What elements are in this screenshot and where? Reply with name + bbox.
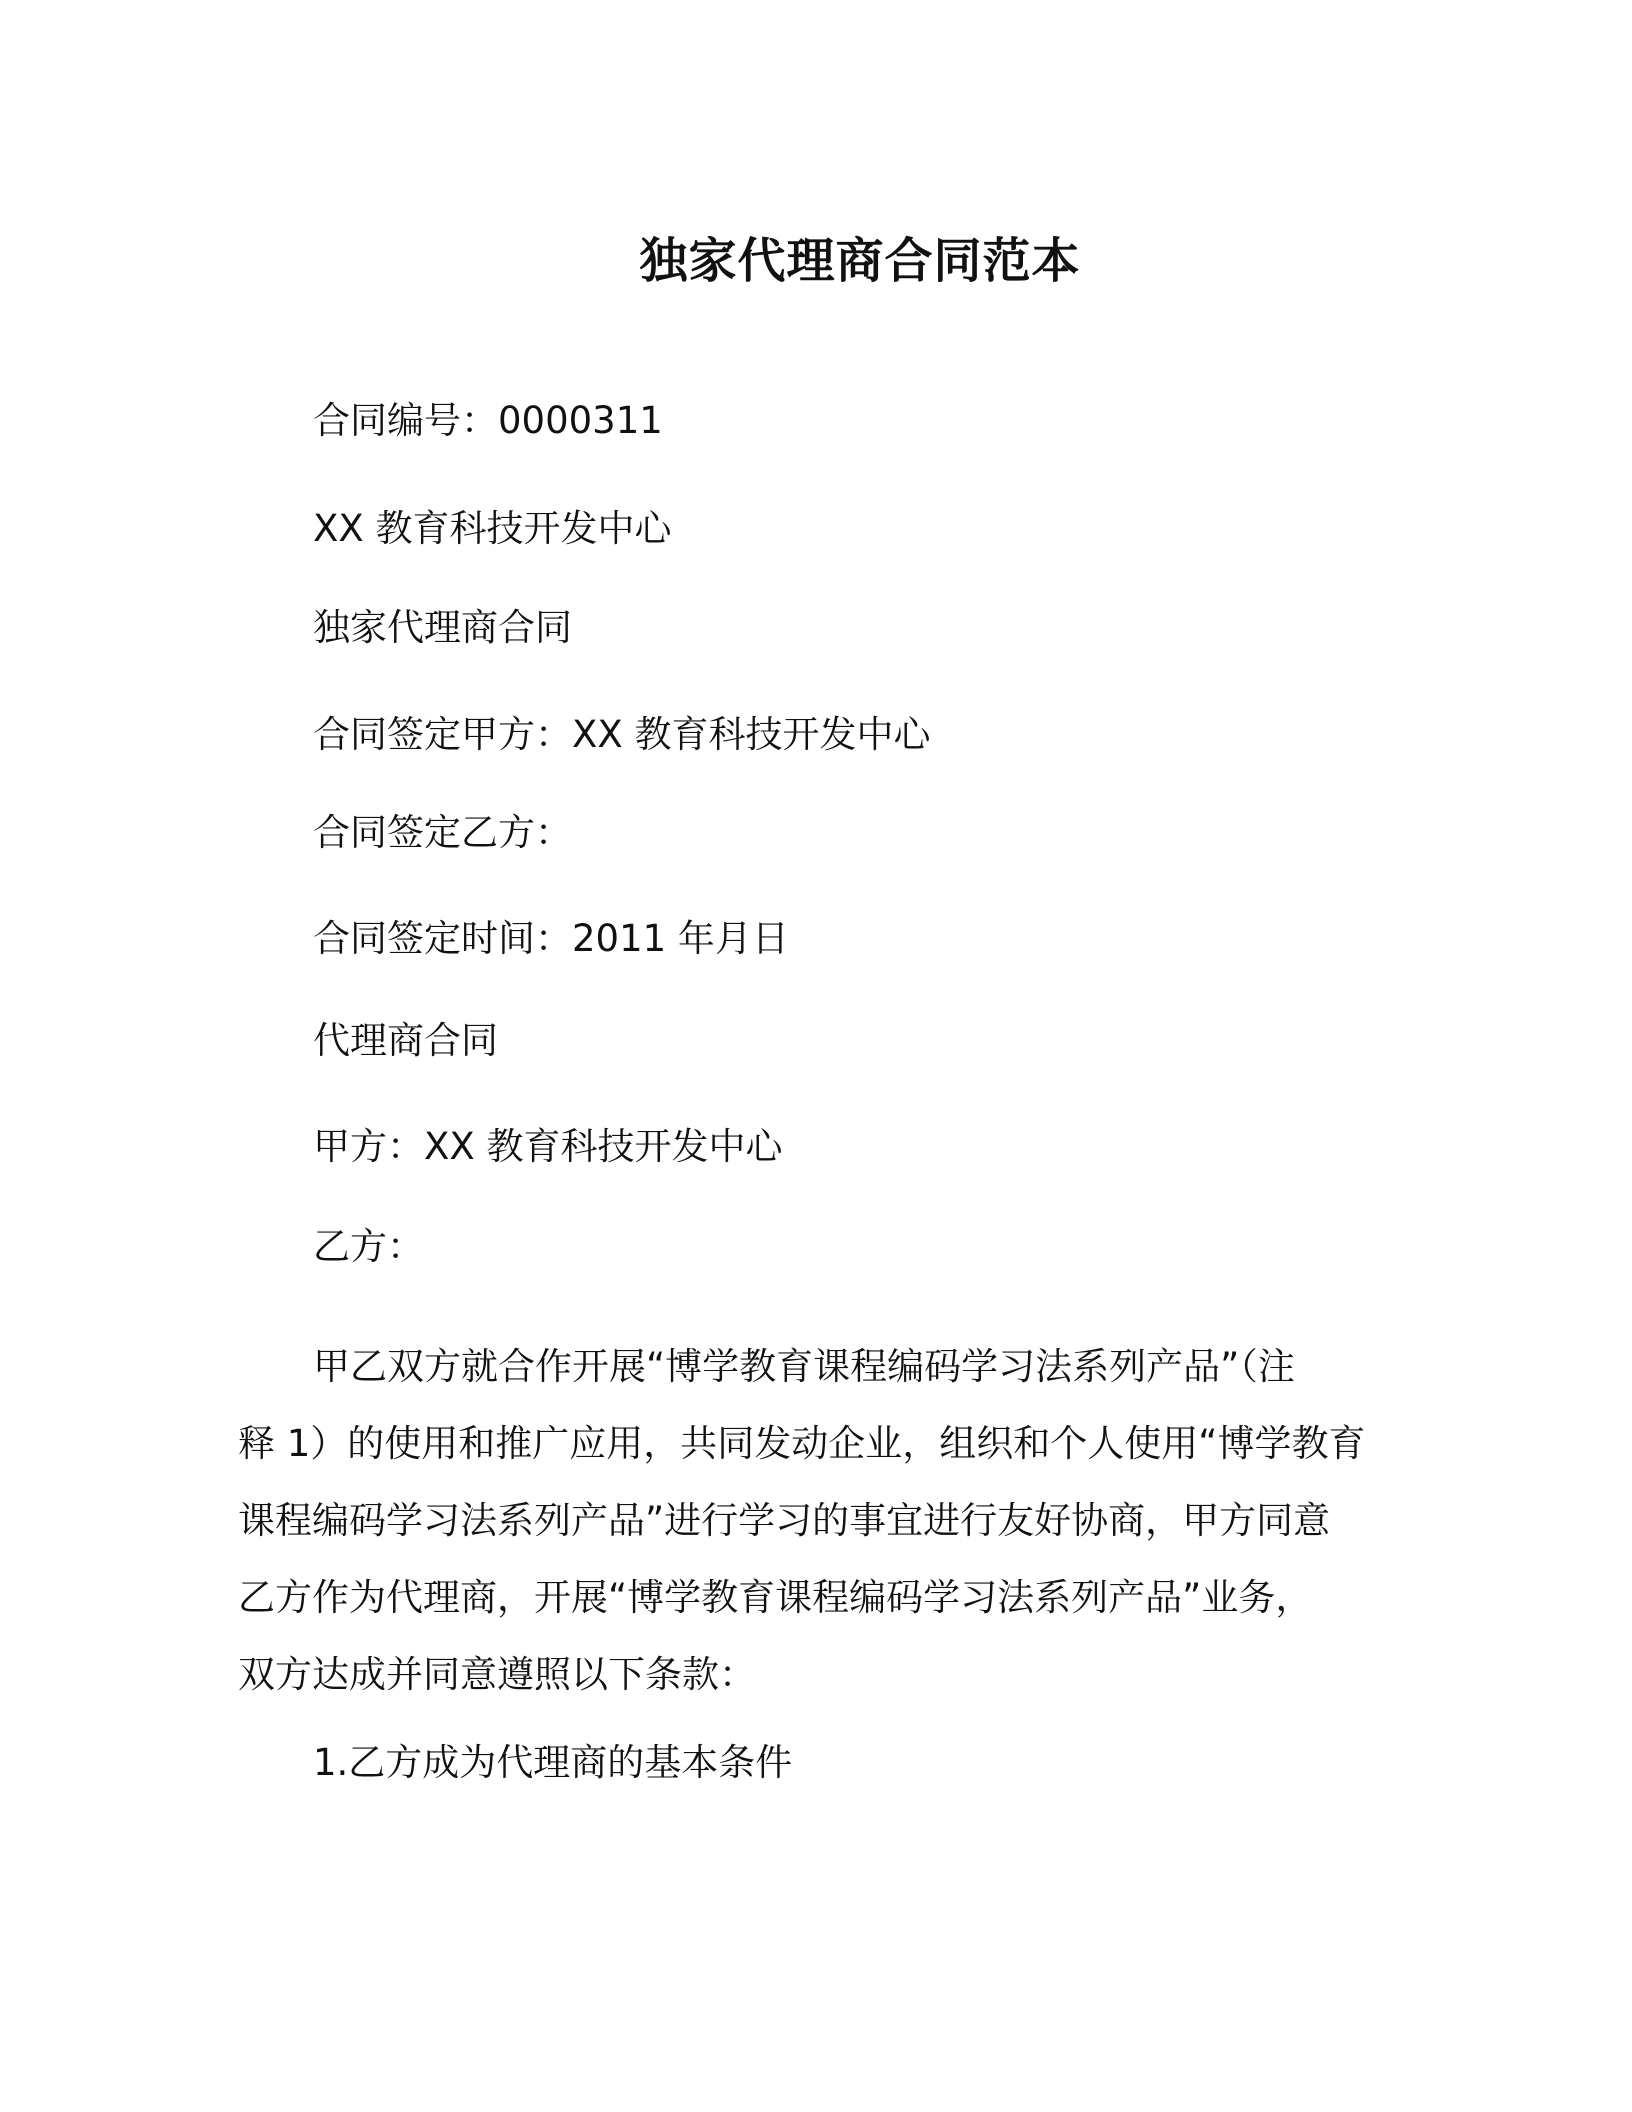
company-name: XX 教育科技开发中心 — [313, 507, 672, 550]
paragraph-line: 课程编码学习法系列产品”进行学习的事宜进行友好协商，甲方同意 — [238, 1499, 1331, 1542]
signing-date: 合同签定时间：2011 年月日 — [313, 917, 789, 960]
paragraph-line: 乙方作为代理商，开展“博学教育课程编码学习法系列产品”业务， — [238, 1576, 1313, 1619]
section-heading: 1.乙方成为代理商的基本条件 — [313, 1741, 793, 1784]
document-title: 独家代理商合同范本 — [639, 233, 1081, 289]
party-b-signatory: 合同签定乙方： — [313, 811, 572, 854]
agreement-paragraph — [238, 1328, 1398, 1713]
agent-contract-heading: 代理商合同 — [313, 1019, 498, 1062]
paragraph-line: 甲乙双方就合作开展“博学教育课程编码学习法系列产品”（注 — [313, 1345, 1295, 1388]
contract-subtitle: 独家代理商合同 — [313, 606, 572, 649]
party-a: 甲方：XX 教育科技开发中心 — [313, 1125, 783, 1168]
paragraph-line: 双方达成并同意遵照以下条款： — [238, 1653, 756, 1696]
paragraph-line: 释 1）的使用和推广应用，共同发动企业，组织和个人使用“博学教育 — [238, 1422, 1366, 1465]
party-b: 乙方： — [313, 1225, 424, 1268]
contract-number: 合同编号：0000311 — [313, 399, 663, 442]
party-a-signatory: 合同签定甲方：XX 教育科技开发中心 — [313, 713, 931, 756]
